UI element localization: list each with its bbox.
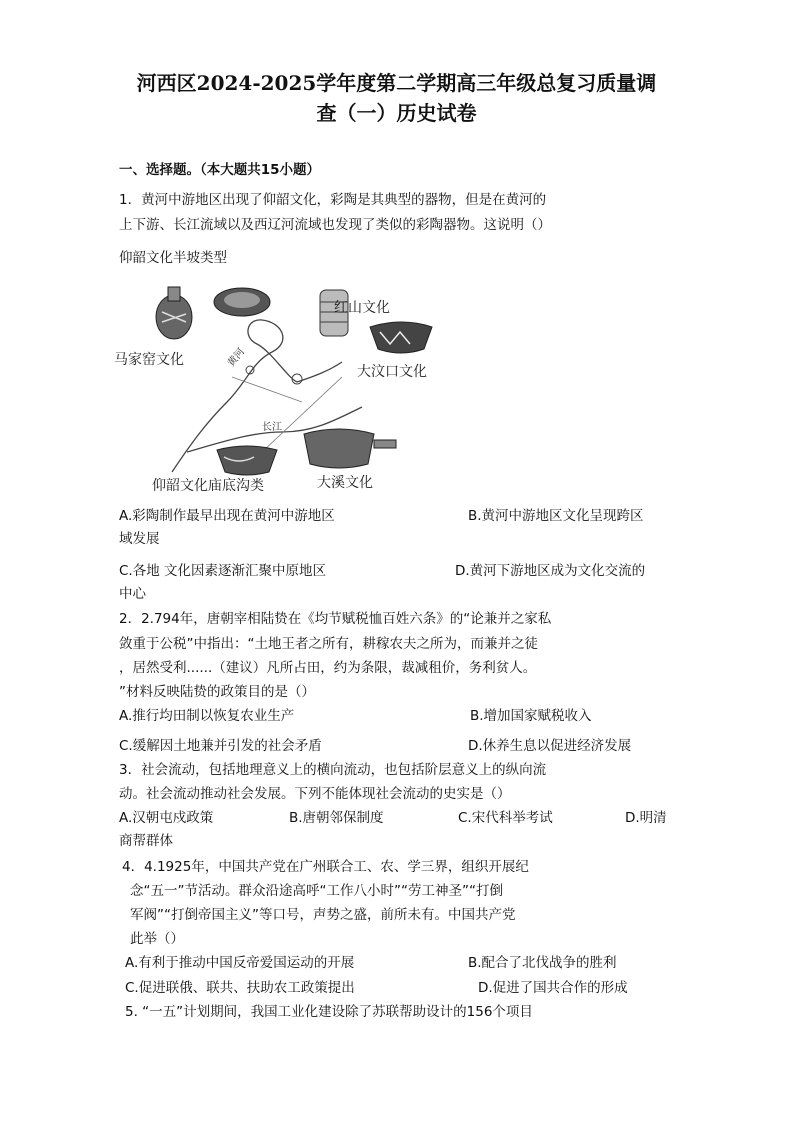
q4-option-a[interactable]: A.有利于推动中国反帝爱国运动的开展: [125, 955, 355, 971]
q2-stem-line3: ，居然受利......（建议）凡所占田，约为条限，裁减租价，务利贫人。: [119, 660, 537, 676]
daxi-cup-icon: [304, 429, 396, 468]
q3-stem-line2: 动。社会流动推动社会发展。下列不能体现社会流动的史实是（）: [119, 786, 511, 802]
section-heading: 一、选择题。（本大题共15小题）: [119, 162, 321, 178]
miaodigou-basin-icon: [217, 446, 277, 475]
q1-option-c[interactable]: C.各地 文化因素逐渐汇聚中原地区: [119, 563, 327, 579]
q1-stem-line1: 1．黄河中游地区出现了仰韶文化，彩陶是其典型的器物，但是在黄河的: [119, 192, 547, 208]
q2-stem-line4: ”材料反映陆贽的政策目的是（）: [119, 684, 315, 700]
label-dawenkou: 大汶口文化: [357, 364, 427, 380]
q1-option-b[interactable]: B.黄河中游地区文化呈现跨区: [468, 508, 644, 524]
q1-stem-line2: 上下游、长江流域以及西辽河流域也发现了类似的彩陶器物。这说明（）: [119, 217, 551, 233]
q1-option-d-cont: 中心: [119, 586, 146, 602]
q4-option-b[interactable]: B.配合了北伐战争的胜利: [468, 955, 617, 971]
q1-figure-caption: 仰韶文化半坡类型: [119, 250, 227, 266]
label-changjiang: 长江: [262, 422, 282, 433]
dawenkou-pot-icon: [370, 322, 432, 353]
q1-culture-map-figure: [112, 282, 442, 497]
q2-stem-line2: 敛重于公税”中指出：“土地王者之所有，耕稼农夫之所为，而兼并之徒: [119, 636, 538, 652]
q2-option-b[interactable]: B.增加国家赋税收入: [470, 708, 592, 724]
q1-option-d[interactable]: D.黄河下游地区成为文化交流的: [455, 563, 646, 579]
label-majiayao: 马家窑文化: [114, 352, 184, 368]
q1-option-a[interactable]: A.彩陶制作最早出现在黄河中游地区: [119, 508, 335, 524]
q4-option-c[interactable]: C.促进联俄、联共、扶助农工政策提出: [125, 980, 355, 996]
label-daxi: 大溪文化: [317, 475, 373, 491]
q4-stem-line2: 念“五一”节活动。群众沿途高呼“工作八小时”“劳工神圣”“打倒: [130, 883, 503, 899]
q4-stem-line4: 此举（）: [130, 931, 184, 947]
q3-option-d[interactable]: D.明清: [625, 810, 667, 826]
q3-option-a[interactable]: A.汉朝屯戍政策: [119, 810, 214, 826]
majiayao-vase-icon: [156, 287, 192, 339]
q3-option-c[interactable]: C.宋代科举考试: [458, 810, 553, 826]
q3-option-d-cont: 商帮群体: [119, 833, 173, 849]
huanghe-lower-path: [297, 362, 342, 382]
q2-option-d[interactable]: D.休养生息以促进经济发展: [468, 738, 632, 754]
exam-title-line2: 查（一）历史试卷: [316, 101, 477, 125]
q3-option-b[interactable]: B.唐朝邻保制度: [289, 810, 384, 826]
banpo-bowl-icon: [214, 288, 270, 316]
exam-title-line1: 河西区2024-2025学年度第二学期高三年级总复习质量调: [136, 71, 657, 95]
label-huanghe: 黄河: [225, 346, 248, 369]
connector-line: [232, 377, 302, 402]
q4-stem-line1: 4．4.1925年，中国共产党在广州联合工、农、学三界，组织开展纪: [122, 859, 529, 875]
label-miaodigou: 仰韶文化庙底沟类: [152, 478, 264, 494]
q2-stem-line1: 2．2.794年，唐朝宰相陆贽在《均节赋税恤百姓六条》的“论兼并之家私: [119, 611, 552, 627]
q1-option-b-cont: 域发展: [119, 531, 160, 547]
label-hongshan: 红山文化: [334, 300, 390, 316]
q2-option-c[interactable]: C.缓解因土地兼并引发的社会矛盾: [119, 738, 322, 754]
q4-stem-line3: 军阀”“打倒帝国主义”等口号，声势之盛，前所未有。中国共产党: [130, 907, 516, 923]
q2-option-a[interactable]: A.推行均田制以恢复农业生产: [119, 708, 295, 724]
q5-stem-line1: 5. “一五”计划期间，我国工业化建设除了苏联帮助设计的156个项目: [125, 1004, 533, 1020]
q4-option-d[interactable]: D.促进了国共合作的形成: [478, 980, 628, 996]
q3-stem-line1: 3．社会流动，包括地理意义上的横向流动，也包括阶层意义上的纵向流: [119, 762, 547, 778]
